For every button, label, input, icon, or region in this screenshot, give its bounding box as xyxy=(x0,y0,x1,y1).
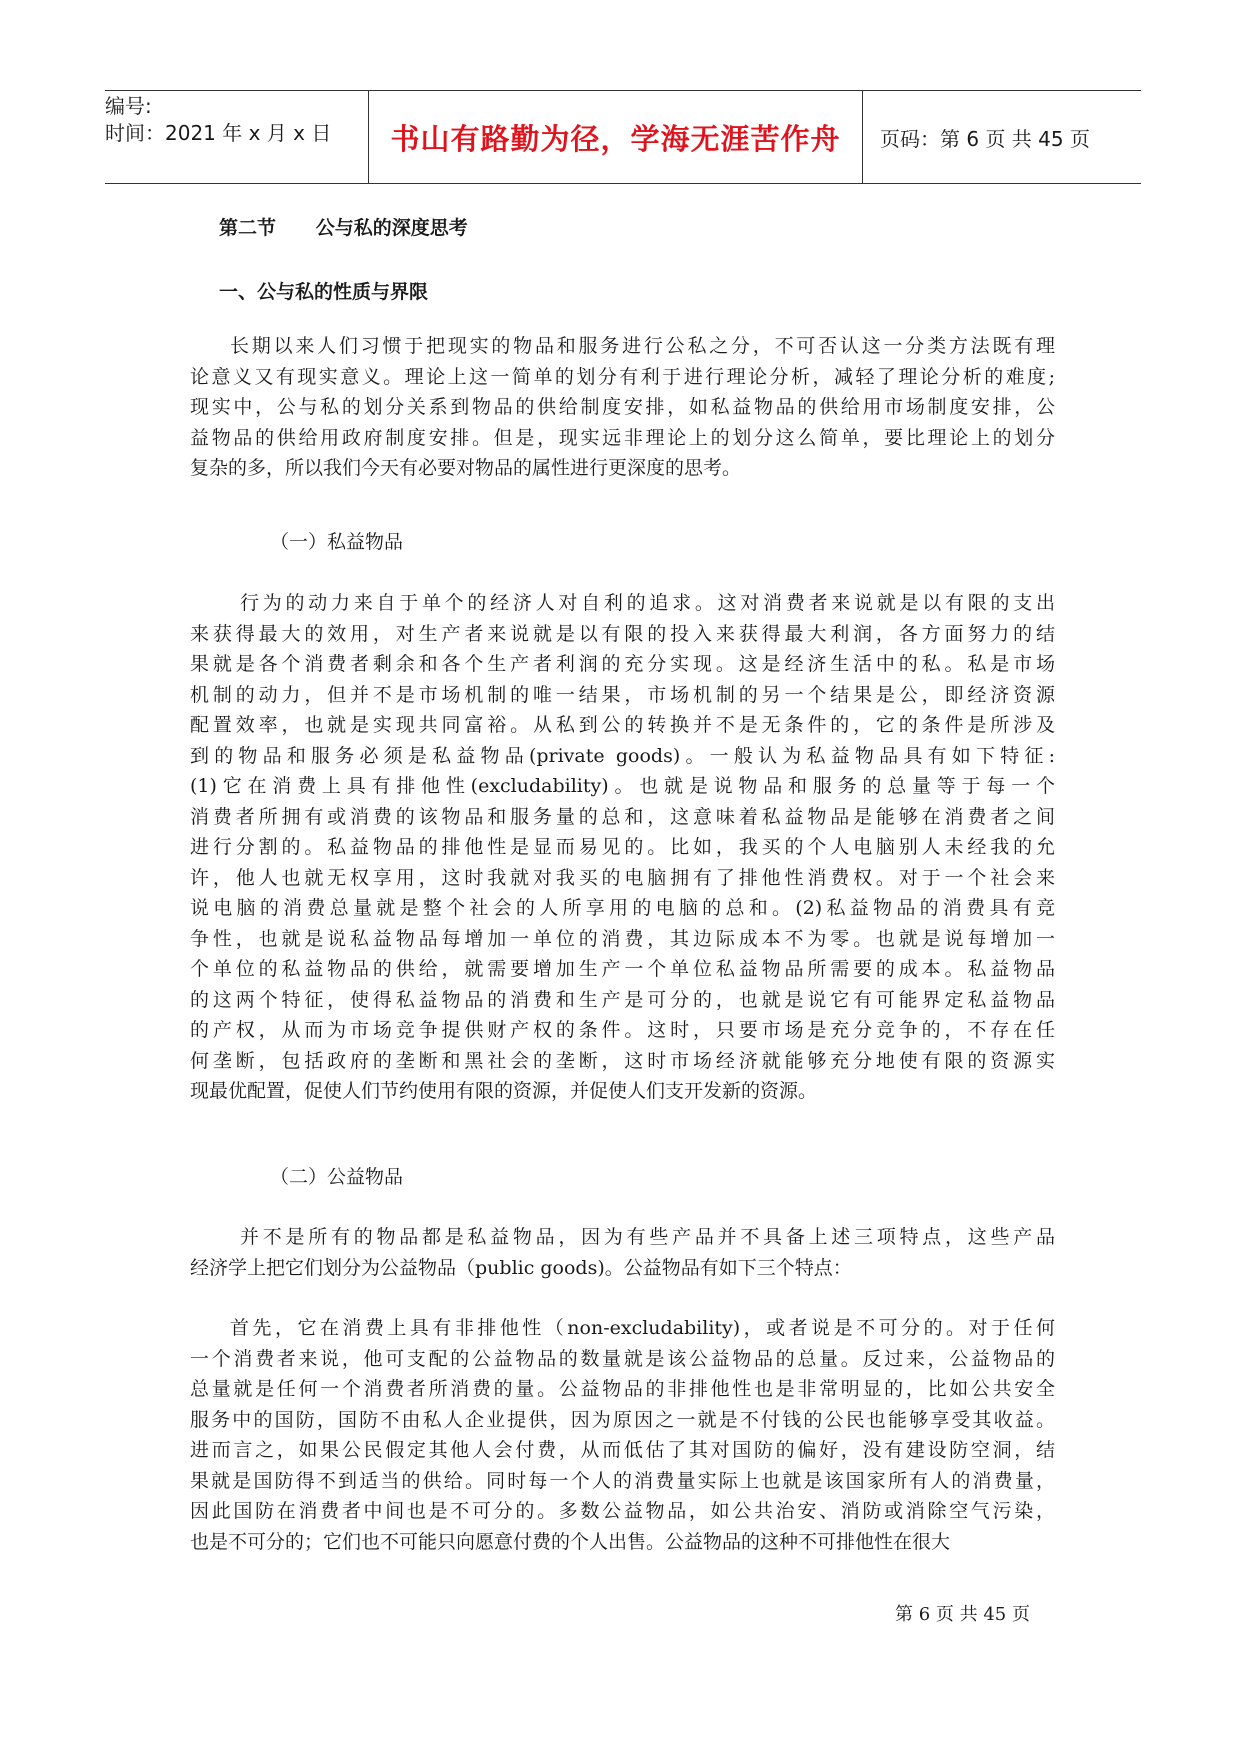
paragraph-line: 进行分割的。私益物品的排他性是显而易见的。比如，我买的个人电脑别人未经我的允 xyxy=(190,836,1055,858)
first-feature-paragraph xyxy=(190,1313,1055,1557)
paragraph-line: 进而言之，如果公民假定其他人会付费，从而低估了其对国防的偏好，没有建设防空洞，结 xyxy=(190,1439,1055,1461)
paragraph-line: 总量就是任何一个消费者所消费的量。公益物品的非排他性也是非常明显的，比如公共安全 xyxy=(190,1378,1055,1400)
doc-time-label: 时间：2021 年 x 月 x 日 xyxy=(105,121,332,145)
paragraph-line: 现实中，公与私的划分关系到物品的供给制度安排，如私益物品的供给用市场制度安排，公 xyxy=(190,396,1055,418)
subsection-title: 一、公与私的性质与界限 xyxy=(219,281,429,303)
paragraph-line: 现最优配置，促使人们节约使用有限的资源，并促使人们支开发新的资源。 xyxy=(190,1080,818,1102)
paragraph-line: 首先，它在消费上具有非排他性（non-excludability)，或者说是不可分的。对于任何 xyxy=(230,1317,1055,1339)
header-meta-cell xyxy=(105,91,369,183)
paragraph-line: 机制的动力，但并不是市场机制的唯一结果，市场机制的另一个结果是公，即经济资源 xyxy=(190,683,1055,706)
paragraph-line: 的这两个特征，使得私益物品的消费和生产是可分的，也就是说它有可能界定私益物品 xyxy=(190,988,1055,1011)
paragraph-line: 说电脑的消费总量就是整个社会的人所享用的电脑的总和。(2)私益物品的消费具有竞 xyxy=(190,897,1055,919)
paragraph-line: 益物品的供给用政府制度安排。但是，现实远非理论上的划分这么简单，要比理论上的划分 xyxy=(190,426,1055,449)
page-header xyxy=(105,90,1141,184)
heading-public-goods: （二）公益物品 xyxy=(270,1166,404,1188)
paragraph-line: 服务中的国防，国防不由私人企业提供，因为原因之一就是不付钱的公民也能够享受其收益。 xyxy=(190,1408,1055,1431)
paragraph-line: 配置效率，也就是实现共同富裕。从私到公的转换并不是无条件的，它的条件是所涉及 xyxy=(190,714,1055,736)
intro-paragraph xyxy=(190,331,1055,484)
paragraph-line: 的产权，从而为市场竞争提供财产权的条件。这时，只要市场是充分竞争的，不存在任 xyxy=(190,1019,1055,1041)
private-goods-paragraph xyxy=(190,588,1055,1107)
doc-number-label: 编号: xyxy=(105,94,152,118)
paragraph-line: 并不是所有的物品都是私益物品，因为有些产品并不具备上述三项特点，这些产品 xyxy=(240,1226,1055,1248)
paragraph-line: 到的物品和服务必须是私益物品(private goods)。一般认为私益物品具有如下特征: xyxy=(190,744,1055,767)
paragraph-line: 许，他人也就无权享用，这时我就对我买的电脑拥有了排他性消费权。对于一个社会来 xyxy=(190,866,1055,889)
section-title: 第二节 公与私的深度思考 xyxy=(219,217,468,239)
header-motto: 书山有路勤为径，学海无涯苦作舟 xyxy=(369,91,863,183)
paragraph-line: 复杂的多，所以我们今天有必要对物品的属性进行更深度的思考。 xyxy=(190,457,742,479)
paragraph-line: 一个消费者来说，他可支配的公益物品的数量就是该公益物品的总量。反过来，公益物品的 xyxy=(190,1347,1055,1370)
paragraph-line: 长期以来人们习惯于把现实的物品和服务进行公私之分，不可否认这一分类方法既有理 xyxy=(230,335,1055,357)
paragraph-line: 个单位的私益物品的供给，就需要增加生产一个单位私益物品所需要的成本。私益物品 xyxy=(190,958,1055,980)
paragraph-line: 何垄断，包括政府的垄断和黑社会的垄断，这时市场经济就能够充分地使有限的资源实 xyxy=(190,1049,1055,1072)
paragraph-line: 也是不可分的；它们也不可能只向愿意付费的个人出售。公益物品的这种不可排他性在很大 xyxy=(190,1530,951,1553)
paragraph-line: 行为的动力来自于单个的经济人对自利的追求。这对消费者来说就是以有限的支出 xyxy=(240,592,1055,614)
paragraph-line: 消费者所拥有或消费的该物品和服务量的总和，这意味着私益物品是能够在消费者之间 xyxy=(190,805,1055,828)
paragraph-line: (1)它在消费上具有排他性(excludability)。也就是说物品和服务的总量等于每一个 xyxy=(190,775,1055,797)
paragraph-line: 果就是国防得不到适当的供给。同时每一个人的消费量实际上也就是该国家所有人的消费量， xyxy=(190,1469,1055,1492)
public-goods-paragraph xyxy=(190,1222,1055,1283)
paragraph-line: 争性，也就是说私益物品每增加一单位的消费，其边际成本不为零。也就是说每增加一 xyxy=(190,927,1055,950)
paragraph-line: 果就是各个消费者剩余和各个生产者利润的充分实现。这是经济生活中的私。私是市场 xyxy=(190,653,1055,675)
header-page-code: 页码：第 6 页 共 45 页 xyxy=(880,126,1090,151)
paragraph-line: 因此国防在消费者中间也是不可分的。多数公益物品，如公共治安、消防或消除空气污染， xyxy=(190,1500,1055,1522)
page-footer: 第 6 页 共 45 页 xyxy=(895,1604,1030,1625)
paragraph-line: 经济学上把它们划分为公益物品（public goods)。公益物品有如下三个特点： xyxy=(190,1256,852,1279)
heading-private-goods: （一）私益物品 xyxy=(270,531,404,553)
paragraph-line: 来获得最大的效用，对生产者来说就是以有限的投入来获得最大利润，各方面努力的结 xyxy=(190,622,1055,645)
paragraph-line: 论意义又有现实意义。理论上这一简单的划分有利于进行理论分析，减轻了理论分析的难度; xyxy=(190,365,1055,388)
